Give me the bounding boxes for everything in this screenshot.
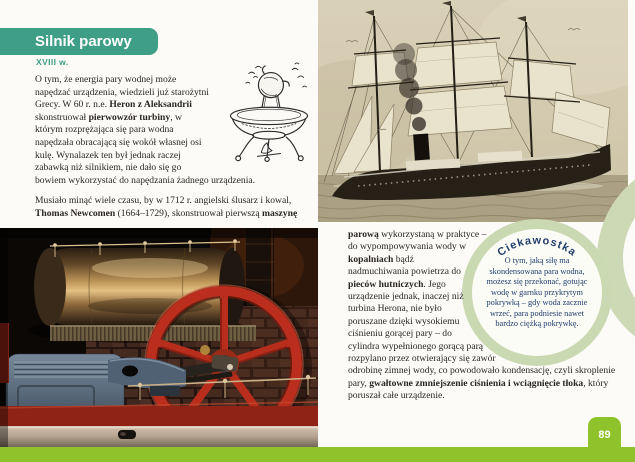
page-title-label: Silnik parowy (35, 33, 132, 50)
bold-run: Thomas Newcomen (35, 207, 116, 219)
text-run: , w którym rozprężająca się para wodna napędzała obracającą się wokół własnej osi kulę. Wynalazek ten był jednak raczej zabawką niż silnikiem, nie dało się go bowiem wykorzystać do napędzania żadnego urządzenia. (35, 111, 256, 186)
bold-run: pierwowzór turbiny (88, 111, 171, 123)
page-title (0, 28, 158, 55)
page-number: 89 (598, 429, 611, 441)
text-run: bądź nadmuchiwania powietrza do (348, 253, 461, 278)
page-number-badge (588, 417, 621, 448)
steamship-engraving-image (318, 0, 628, 222)
text-run: (1664–1729), skonstruował pierwszą (115, 207, 263, 219)
engine-illustration (0, 228, 318, 447)
text-run: Musiało minąć wiele czasu, by w 1712 r. angielski ślusarz i kowal, (35, 195, 292, 207)
heron-aeolipile-drawing (218, 62, 320, 166)
bold-run: Heron z Aleksandrii (109, 99, 192, 111)
article-right-column (348, 229, 620, 403)
fact-title: Ciekawostka (495, 234, 579, 259)
fact-body: O tym, jaką siłę ma skondensowana para wodna, możesz się przekonać, gotując wodę w garnku przykrytym pokrywką – gdy woda zacznie wrzeć, para podniesie nawet bardzo ciężką pokrywkę. (486, 256, 588, 328)
bold-run: pieców hutniczych (348, 278, 424, 290)
text-run: O tym, że energia pary wodnej może napędzać urządzenia, wiedzieli już starożytni Grecy. W 60 r. n.e. (35, 74, 209, 111)
bold-run: kopalniach (348, 253, 394, 265)
bold-run: gwałtowne zmniejszenie ciśnienia i wciągnięcie tłoka (369, 377, 584, 389)
bottom-green-bar (0, 447, 635, 462)
steam-engine-photo (0, 228, 318, 447)
bold-run: parową (348, 229, 379, 240)
article-left-column (35, 74, 314, 221)
text-run: skonstruował (35, 111, 89, 123)
period-label: XVIII w. (36, 57, 69, 67)
fact-circle-spacer (472, 219, 622, 359)
text-run: . Jego urządzenie jednak, inaczej niż turbina Herona, nie było poruszane dzięki wysokiemu ciśnieniu gorącej pary – do cylindra wypełnionego gorącą parą rozpylano przez otwierający się zawór odrobinę zimnej wody, co powodowało kondensację, czyli skroplenie pary, (348, 278, 616, 389)
text-run: , który poruszał całe urządzenie. (348, 377, 609, 402)
text-run: wykorzystaną w praktyce – do wypompowywania wody w (348, 229, 487, 253)
aeolipile-illustration (218, 62, 320, 166)
ship-illustration (318, 0, 628, 222)
paragraph-2 (35, 195, 314, 220)
bold-run: maszynę (262, 207, 298, 219)
